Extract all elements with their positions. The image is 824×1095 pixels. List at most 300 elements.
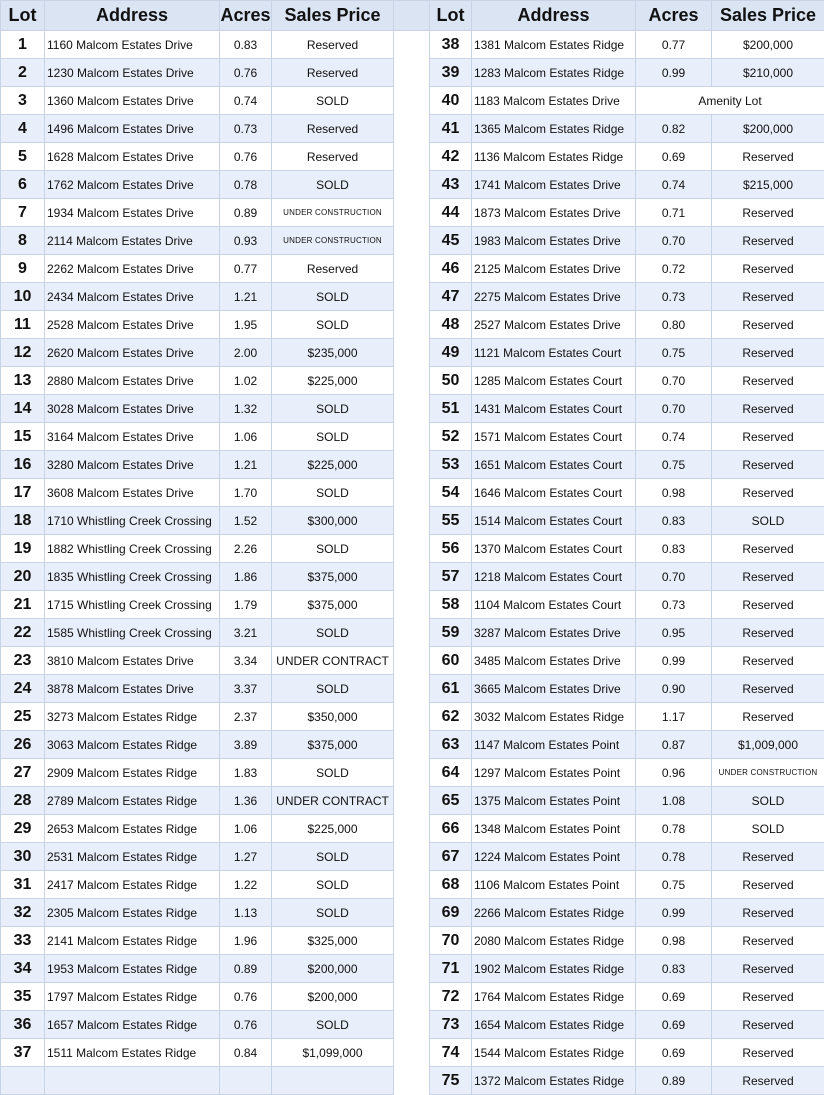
lot-number: 11 — [1, 311, 45, 339]
column-gap — [394, 843, 430, 871]
lot-address: 3608 Malcom Estates Drive — [45, 479, 220, 507]
lot-acres: 0.70 — [636, 563, 712, 591]
lot-sales-price: $200,000 — [712, 115, 824, 143]
lot-acres: 0.98 — [636, 479, 712, 507]
column-gap — [394, 87, 430, 115]
lot-acres: 0.83 — [636, 955, 712, 983]
lot-number: 3 — [1, 87, 45, 115]
lot-acres: 1.32 — [220, 395, 272, 423]
lot-sales-price: SOLD — [272, 675, 394, 703]
lot-address: 3665 Malcom Estates Drive — [472, 675, 636, 703]
lot-acres: 1.79 — [220, 591, 272, 619]
lot-address: 1136 Malcom Estates Ridge — [472, 143, 636, 171]
lot-acres: 2.26 — [220, 535, 272, 563]
lot-sales-price: SOLD — [272, 87, 394, 115]
lot-number: 27 — [1, 759, 45, 787]
table-row — [1, 423, 824, 451]
lot-sales-price: $350,000 — [272, 703, 394, 731]
lot-number: 2 — [1, 59, 45, 87]
lot-address: 3485 Malcom Estates Drive — [472, 647, 636, 675]
lot-sales-price: SOLD — [272, 479, 394, 507]
lot-number: 69 — [430, 899, 472, 927]
lot-address: 2527 Malcom Estates Drive — [472, 311, 636, 339]
table-row — [1, 927, 824, 955]
table-row — [1, 395, 824, 423]
table-row — [1, 479, 824, 507]
lot-number: 45 — [430, 227, 472, 255]
lot-address: 2531 Malcom Estates Ridge — [45, 843, 220, 871]
lot-number: 68 — [430, 871, 472, 899]
lot-acres: 0.89 — [220, 955, 272, 983]
lot-address: 1710 Whistling Creek Crossing — [45, 507, 220, 535]
lot-sales-price: SOLD — [272, 283, 394, 311]
lot-sales-price: Reserved — [712, 927, 824, 955]
lot-sales-price: SOLD — [272, 395, 394, 423]
lot-sales-price: Reserved — [712, 955, 824, 983]
lot-number: 41 — [430, 115, 472, 143]
lot-sales-price: Reserved — [712, 563, 824, 591]
lot-number: 61 — [430, 675, 472, 703]
lot-acres: 2.00 — [220, 339, 272, 367]
column-gap — [394, 339, 430, 367]
lot-sales-price: Reserved — [712, 703, 824, 731]
column-gap — [394, 759, 430, 787]
table-row — [1, 787, 824, 815]
lot-address: 1902 Malcom Estates Ridge — [472, 955, 636, 983]
lot-number: 12 — [1, 339, 45, 367]
lot-acres: 1.06 — [220, 815, 272, 843]
column-gap — [394, 703, 430, 731]
lot-acres: 0.96 — [636, 759, 712, 787]
lot-acres: 0.99 — [636, 59, 712, 87]
column-gap — [394, 31, 430, 59]
lot-acres: 3.37 — [220, 675, 272, 703]
column-gap — [394, 675, 430, 703]
lot-address: 1147 Malcom Estates Point — [472, 731, 636, 759]
lot-number: 38 — [430, 31, 472, 59]
lot-address: 1835 Whistling Creek Crossing — [45, 563, 220, 591]
lot-number: 36 — [1, 1011, 45, 1039]
lot-address: 2114 Malcom Estates Drive — [45, 227, 220, 255]
column-gap — [394, 787, 430, 815]
lot-sales-price: SOLD — [272, 843, 394, 871]
lot-sales-price: $200,000 — [272, 983, 394, 1011]
column-gap — [394, 927, 430, 955]
lot-sales-price: $375,000 — [272, 591, 394, 619]
lot-acres: 1.17 — [636, 703, 712, 731]
lot-sales-price: SOLD — [272, 171, 394, 199]
lot-number: 60 — [430, 647, 472, 675]
lot-sales-price: $1,099,000 — [272, 1039, 394, 1067]
lot-number: 49 — [430, 339, 472, 367]
lot-acres: 1.95 — [220, 311, 272, 339]
lot-address: 1646 Malcom Estates Court — [472, 479, 636, 507]
lot-acres: 1.21 — [220, 283, 272, 311]
lot-number: 33 — [1, 927, 45, 955]
lot-address: 2305 Malcom Estates Ridge — [45, 899, 220, 927]
column-gap — [394, 1039, 430, 1067]
lot-acres: 1.96 — [220, 927, 272, 955]
lot-number: 24 — [1, 675, 45, 703]
lot-acres: 0.89 — [636, 1067, 712, 1095]
lot-number: 9 — [1, 255, 45, 283]
lot-acres: 0.77 — [220, 255, 272, 283]
header-address-left: Address — [45, 1, 220, 31]
lot-number: 22 — [1, 619, 45, 647]
lot-sales-price: Reserved — [712, 255, 824, 283]
lot-acres: 0.83 — [636, 507, 712, 535]
lot-address: 1360 Malcom Estates Drive — [45, 87, 220, 115]
lot-number: 67 — [430, 843, 472, 871]
lot-acres: 0.74 — [636, 171, 712, 199]
header-price-left: Sales Price — [272, 1, 394, 31]
lot-acres: 0.89 — [220, 199, 272, 227]
column-gap — [394, 871, 430, 899]
lot-number: 44 — [430, 199, 472, 227]
lot-acres: 0.80 — [636, 311, 712, 339]
table-row — [1, 563, 824, 591]
lot-address: 1514 Malcom Estates Court — [472, 507, 636, 535]
lot-sales-price: SOLD — [272, 535, 394, 563]
lot-address: 1183 Malcom Estates Drive — [472, 87, 636, 115]
lot-sales-price: Reserved — [272, 59, 394, 87]
lot-number: 62 — [430, 703, 472, 731]
lot-address: 3280 Malcom Estates Drive — [45, 451, 220, 479]
lot-acres: 0.73 — [636, 591, 712, 619]
lot-address: 2789 Malcom Estates Ridge — [45, 787, 220, 815]
lot-address: 2080 Malcom Estates Ridge — [472, 927, 636, 955]
lot-number: 57 — [430, 563, 472, 591]
lot-address: 1230 Malcom Estates Drive — [45, 59, 220, 87]
lot-sales-price: Reserved — [712, 199, 824, 227]
lot-number: 6 — [1, 171, 45, 199]
lot-address: 1983 Malcom Estates Drive — [472, 227, 636, 255]
lot-sales-price: Reserved — [712, 843, 824, 871]
table-row — [1, 143, 824, 171]
lot-acres: 3.34 — [220, 647, 272, 675]
lot-address: 3878 Malcom Estates Drive — [45, 675, 220, 703]
lot-sales-price: Reserved — [712, 283, 824, 311]
lot-address: 1764 Malcom Estates Ridge — [472, 983, 636, 1011]
lot-number: 8 — [1, 227, 45, 255]
table-row — [1, 59, 824, 87]
table-row — [1, 87, 824, 115]
table-row — [1, 675, 824, 703]
column-gap — [394, 311, 430, 339]
lot-number: 51 — [430, 395, 472, 423]
lot-number: 65 — [430, 787, 472, 815]
lot-address — [45, 1067, 220, 1095]
lot-address: 1381 Malcom Estates Ridge — [472, 31, 636, 59]
lot-address: 1585 Whistling Creek Crossing — [45, 619, 220, 647]
lot-address: 2909 Malcom Estates Ridge — [45, 759, 220, 787]
lot-number: 21 — [1, 591, 45, 619]
lot-acres: 0.87 — [636, 731, 712, 759]
table-row — [1, 171, 824, 199]
table-row — [1, 1011, 824, 1039]
table-row — [1, 703, 824, 731]
lot-acres: 0.70 — [636, 367, 712, 395]
lot-address: 1657 Malcom Estates Ridge — [45, 1011, 220, 1039]
lot-acres: 0.77 — [636, 31, 712, 59]
lot-sales-price: $210,000 — [712, 59, 824, 87]
lot-address: 1365 Malcom Estates Ridge — [472, 115, 636, 143]
column-gap — [394, 955, 430, 983]
lot-number: 50 — [430, 367, 472, 395]
lot-number: 31 — [1, 871, 45, 899]
lot-number: 10 — [1, 283, 45, 311]
column-gap — [394, 199, 430, 227]
lot-number: 55 — [430, 507, 472, 535]
header-gap — [394, 1, 430, 31]
lot-number: 70 — [430, 927, 472, 955]
lot-acres: 0.78 — [636, 843, 712, 871]
lot-address: 1224 Malcom Estates Point — [472, 843, 636, 871]
lot-acres: 0.90 — [636, 675, 712, 703]
lot-address: 1628 Malcom Estates Drive — [45, 143, 220, 171]
lot-number: 28 — [1, 787, 45, 815]
lot-number: 72 — [430, 983, 472, 1011]
lot-number: 63 — [430, 731, 472, 759]
header-price-right: Sales Price — [712, 1, 824, 31]
lot-address: 3164 Malcom Estates Drive — [45, 423, 220, 451]
lot-acres: 1.70 — [220, 479, 272, 507]
lot-address: 1106 Malcom Estates Point — [472, 871, 636, 899]
lot-address: 1934 Malcom Estates Drive — [45, 199, 220, 227]
lot-sales-price: UNDER CONSTRUCTION — [712, 759, 824, 787]
lot-acres: 0.75 — [636, 871, 712, 899]
lot-acres: 0.76 — [220, 59, 272, 87]
lot-number: 73 — [430, 1011, 472, 1039]
lot-acres: 0.74 — [636, 423, 712, 451]
lot-sales-price: SOLD — [272, 311, 394, 339]
lot-address: 1496 Malcom Estates Drive — [45, 115, 220, 143]
lot-sales-price: Reserved — [712, 1039, 824, 1067]
lot-address: 2125 Malcom Estates Drive — [472, 255, 636, 283]
lot-sales-price: SOLD — [272, 759, 394, 787]
table-row — [1, 283, 824, 311]
lot-address: 1297 Malcom Estates Point — [472, 759, 636, 787]
column-gap — [394, 1067, 430, 1095]
lot-sales-price: $300,000 — [272, 507, 394, 535]
table-row — [1, 451, 824, 479]
column-gap — [394, 983, 430, 1011]
table-row — [1, 1039, 824, 1067]
lot-sales-price: Reserved — [712, 647, 824, 675]
table-row — [1, 199, 824, 227]
column-gap — [394, 479, 430, 507]
lot-address: 2141 Malcom Estates Ridge — [45, 927, 220, 955]
lot-address: 2417 Malcom Estates Ridge — [45, 871, 220, 899]
lot-acres: 0.76 — [220, 1011, 272, 1039]
table-row — [1, 619, 824, 647]
lot-number: 58 — [430, 591, 472, 619]
lot-sales-price: Reserved — [712, 143, 824, 171]
table-row — [1, 311, 824, 339]
lot-sales-price: Reserved — [712, 395, 824, 423]
lot-sales-price: Reserved — [272, 255, 394, 283]
lot-acres: 1.86 — [220, 563, 272, 591]
lot-sales-price: SOLD — [272, 1011, 394, 1039]
lot-sales-price: SOLD — [712, 815, 824, 843]
lot-sales-price: Reserved — [272, 31, 394, 59]
lot-address: 2266 Malcom Estates Ridge — [472, 899, 636, 927]
table-row — [1, 31, 824, 59]
lot-sales-price: Reserved — [712, 367, 824, 395]
lot-address: 1348 Malcom Estates Point — [472, 815, 636, 843]
table-row — [1, 255, 824, 283]
table-row — [1, 955, 824, 983]
lot-acres: 0.69 — [636, 983, 712, 1011]
lot-address: 2275 Malcom Estates Drive — [472, 283, 636, 311]
lot-address: 1511 Malcom Estates Ridge — [45, 1039, 220, 1067]
lot-address: 1797 Malcom Estates Ridge — [45, 983, 220, 1011]
lot-number: 26 — [1, 731, 45, 759]
lot-number: 66 — [430, 815, 472, 843]
table-row — [1, 227, 824, 255]
lot-acres: 1.52 — [220, 507, 272, 535]
header-address-right: Address — [472, 1, 636, 31]
lot-number: 5 — [1, 143, 45, 171]
lot-number: 19 — [1, 535, 45, 563]
lot-sales-price: Reserved — [712, 311, 824, 339]
lot-address: 1544 Malcom Estates Ridge — [472, 1039, 636, 1067]
lot-number: 64 — [430, 759, 472, 787]
lot-number: 40 — [430, 87, 472, 115]
lot-sales-price: Reserved — [712, 479, 824, 507]
lot-acres: 1.08 — [636, 787, 712, 815]
column-gap — [394, 815, 430, 843]
lot-number: 34 — [1, 955, 45, 983]
table-row — [1, 507, 824, 535]
lot-sales-price: Reserved — [712, 227, 824, 255]
table-row — [1, 367, 824, 395]
column-gap — [394, 563, 430, 591]
column-gap — [394, 535, 430, 563]
lot-sales-price: $1,009,000 — [712, 731, 824, 759]
lot-address: 3810 Malcom Estates Drive — [45, 647, 220, 675]
lot-acres: 1.21 — [220, 451, 272, 479]
table-row — [1, 759, 824, 787]
column-gap — [394, 143, 430, 171]
lot-address: 1651 Malcom Estates Court — [472, 451, 636, 479]
header-row — [1, 1, 824, 31]
lot-number: 20 — [1, 563, 45, 591]
lot-number: 16 — [1, 451, 45, 479]
column-gap — [394, 647, 430, 675]
lot-address: 1283 Malcom Estates Ridge — [472, 59, 636, 87]
column-gap — [394, 255, 430, 283]
lot-sales-price: Reserved — [272, 143, 394, 171]
lot-acres: 1.83 — [220, 759, 272, 787]
lot-sales-price: $200,000 — [272, 955, 394, 983]
table-row — [1, 871, 824, 899]
lot-address: 1104 Malcom Estates Court — [472, 591, 636, 619]
lot-number: 53 — [430, 451, 472, 479]
lot-number: 42 — [430, 143, 472, 171]
lot-address: 1285 Malcom Estates Court — [472, 367, 636, 395]
lot-number: 71 — [430, 955, 472, 983]
lot-number: 1 — [1, 31, 45, 59]
lot-number: 75 — [430, 1067, 472, 1095]
lot-acres: 3.89 — [220, 731, 272, 759]
lot-address: 1873 Malcom Estates Drive — [472, 199, 636, 227]
lot-number: 43 — [430, 171, 472, 199]
lot-address: 1218 Malcom Estates Court — [472, 563, 636, 591]
table-row — [1, 899, 824, 927]
lot-acres: 0.73 — [220, 115, 272, 143]
lot-acres: 0.83 — [220, 31, 272, 59]
lot-acres: 0.69 — [636, 1011, 712, 1039]
lot-address: 2653 Malcom Estates Ridge — [45, 815, 220, 843]
lot-number: 56 — [430, 535, 472, 563]
lot-sales-price: Reserved — [712, 591, 824, 619]
table-row — [1, 535, 824, 563]
lot-number: 23 — [1, 647, 45, 675]
lot-number: 30 — [1, 843, 45, 871]
lot-sales-price: $225,000 — [272, 367, 394, 395]
lot-address: 1431 Malcom Estates Court — [472, 395, 636, 423]
lot-number: 7 — [1, 199, 45, 227]
lot-sales-price: $235,000 — [272, 339, 394, 367]
table-row — [1, 1067, 824, 1095]
lot-sales-price: Reserved — [712, 899, 824, 927]
lot-sales-price: SOLD — [712, 787, 824, 815]
column-gap — [394, 451, 430, 479]
lot-acres: 0.93 — [220, 227, 272, 255]
lot-address: 2262 Malcom Estates Drive — [45, 255, 220, 283]
header-lot-left: Lot — [1, 1, 45, 31]
lot-number: 25 — [1, 703, 45, 731]
lot-sales-price — [272, 1067, 394, 1095]
column-gap — [394, 227, 430, 255]
lot-number: 39 — [430, 59, 472, 87]
lot-acres: 1.13 — [220, 899, 272, 927]
lot-number: 37 — [1, 1039, 45, 1067]
lot-address: 1882 Whistling Creek Crossing — [45, 535, 220, 563]
lot-sales-price: Amenity Lot — [636, 87, 824, 115]
lot-acres: 0.73 — [636, 283, 712, 311]
lot-sales-price: $225,000 — [272, 451, 394, 479]
lot-number: 15 — [1, 423, 45, 451]
lot-acres: 3.21 — [220, 619, 272, 647]
lot-sales-price: UNDER CONSTRUCTION — [272, 227, 394, 255]
lot-acres: 1.36 — [220, 787, 272, 815]
lot-address: 3032 Malcom Estates Ridge — [472, 703, 636, 731]
lot-acres: 1.27 — [220, 843, 272, 871]
column-gap — [394, 619, 430, 647]
lot-acres: 0.70 — [636, 227, 712, 255]
column-gap — [394, 59, 430, 87]
lot-sales-price: $375,000 — [272, 731, 394, 759]
table-row — [1, 115, 824, 143]
lot-acres: 0.99 — [636, 647, 712, 675]
lot-number — [1, 1067, 45, 1095]
lot-address: 1375 Malcom Estates Point — [472, 787, 636, 815]
header-acres-left: Acres — [220, 1, 272, 31]
lot-number: 52 — [430, 423, 472, 451]
lot-number: 47 — [430, 283, 472, 311]
lot-sales-price: Reserved — [712, 871, 824, 899]
lot-acres: 0.72 — [636, 255, 712, 283]
lot-acres: 0.69 — [636, 1039, 712, 1067]
lot-sales-price: $200,000 — [712, 31, 824, 59]
lot-address: 1160 Malcom Estates Drive — [45, 31, 220, 59]
lot-acres: 0.98 — [636, 927, 712, 955]
lot-sales-price: Reserved — [712, 339, 824, 367]
lot-sales-price: SOLD — [272, 899, 394, 927]
column-gap — [394, 507, 430, 535]
